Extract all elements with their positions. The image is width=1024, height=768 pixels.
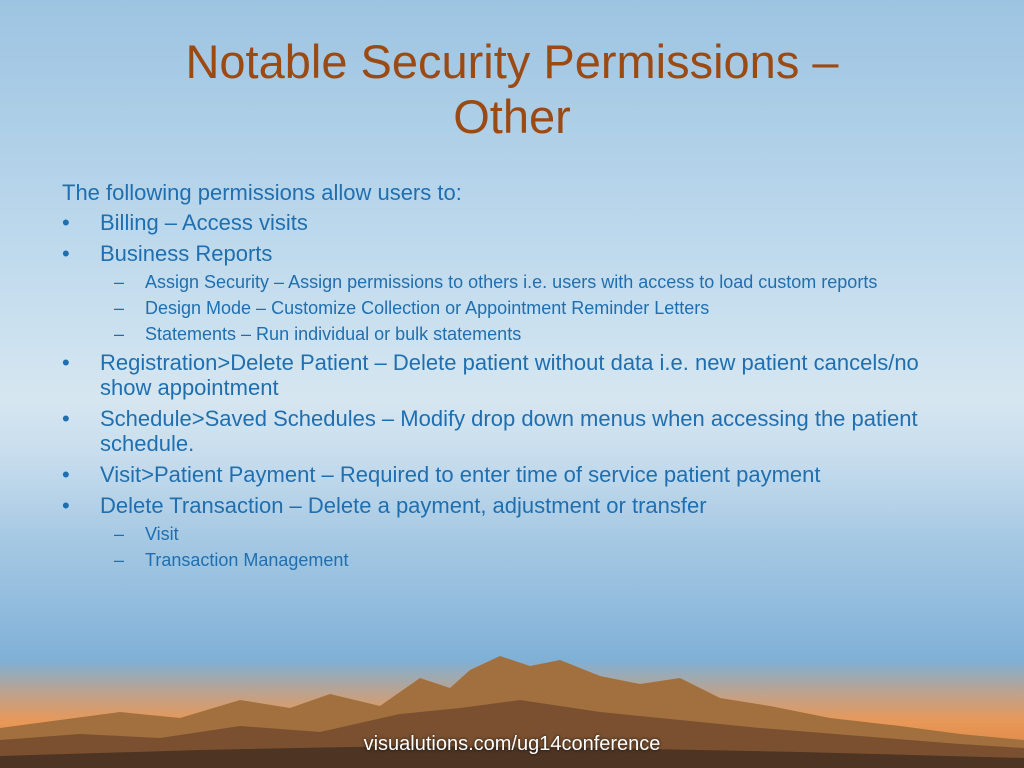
intro-text: The following permissions allow users to: [62,180,462,205]
dash-icon: – [114,272,125,292]
sub-bullet-item [62,272,962,293]
sub-bullet-item [62,524,962,545]
footer-url: visualutions.com/ug14conference [363,733,661,755]
dash-icon: – [114,524,125,544]
sub-bullet-text: Design Mode – Customize Collection or Appointment Reminder Letters [145,298,710,318]
bullet-icon: • [62,406,70,431]
bullet-icon: • [62,241,70,266]
sub-bullet-text: Transaction Management [145,550,349,570]
bullet-icon: • [62,350,70,375]
sub-bullet-item [62,550,962,571]
bullet-item [62,406,962,456]
slide-body [62,180,962,576]
slide-title [0,34,1024,144]
sub-bullet-item [62,298,962,319]
slide-title-line2: Other [453,90,571,143]
bullet-text: Delete Transaction – Delete a payment, adjustment or transfer [100,493,707,518]
bullet-item [62,241,962,266]
sub-bullet-text: Statements – Run individual or bulk statements [145,324,522,344]
sub-bullet-text: Visit [145,524,179,544]
sub-bullet-item [62,324,962,345]
bullet-text: Visit>Patient Payment – Required to enter time of service patient payment [100,462,821,487]
bullet-text: Business Reports [100,241,273,266]
bullet-icon: • [62,462,70,487]
slide-title-line1: Notable Security Permissions – [185,35,839,88]
bullet-text: Registration>Delete Patient – Delete patient without data i.e. new patient cancels/no show appointment [100,350,919,400]
bullet-text: Schedule>Saved Schedules – Modify drop down menus when accessing the patient schedule. [100,406,918,456]
dash-icon: – [114,324,125,344]
bullet-item [62,462,962,487]
bullet-icon: • [62,493,70,518]
dash-icon: – [114,298,125,318]
bullet-text: Billing – Access visits [100,210,308,235]
bullet-item [62,210,962,235]
dash-icon: – [114,550,125,570]
bullet-item [62,350,962,400]
bullet-item [62,493,962,518]
sub-bullet-text: Assign Security – Assign permissions to others i.e. users with access to load custom reports [145,272,878,292]
bullet-icon: • [62,210,70,235]
